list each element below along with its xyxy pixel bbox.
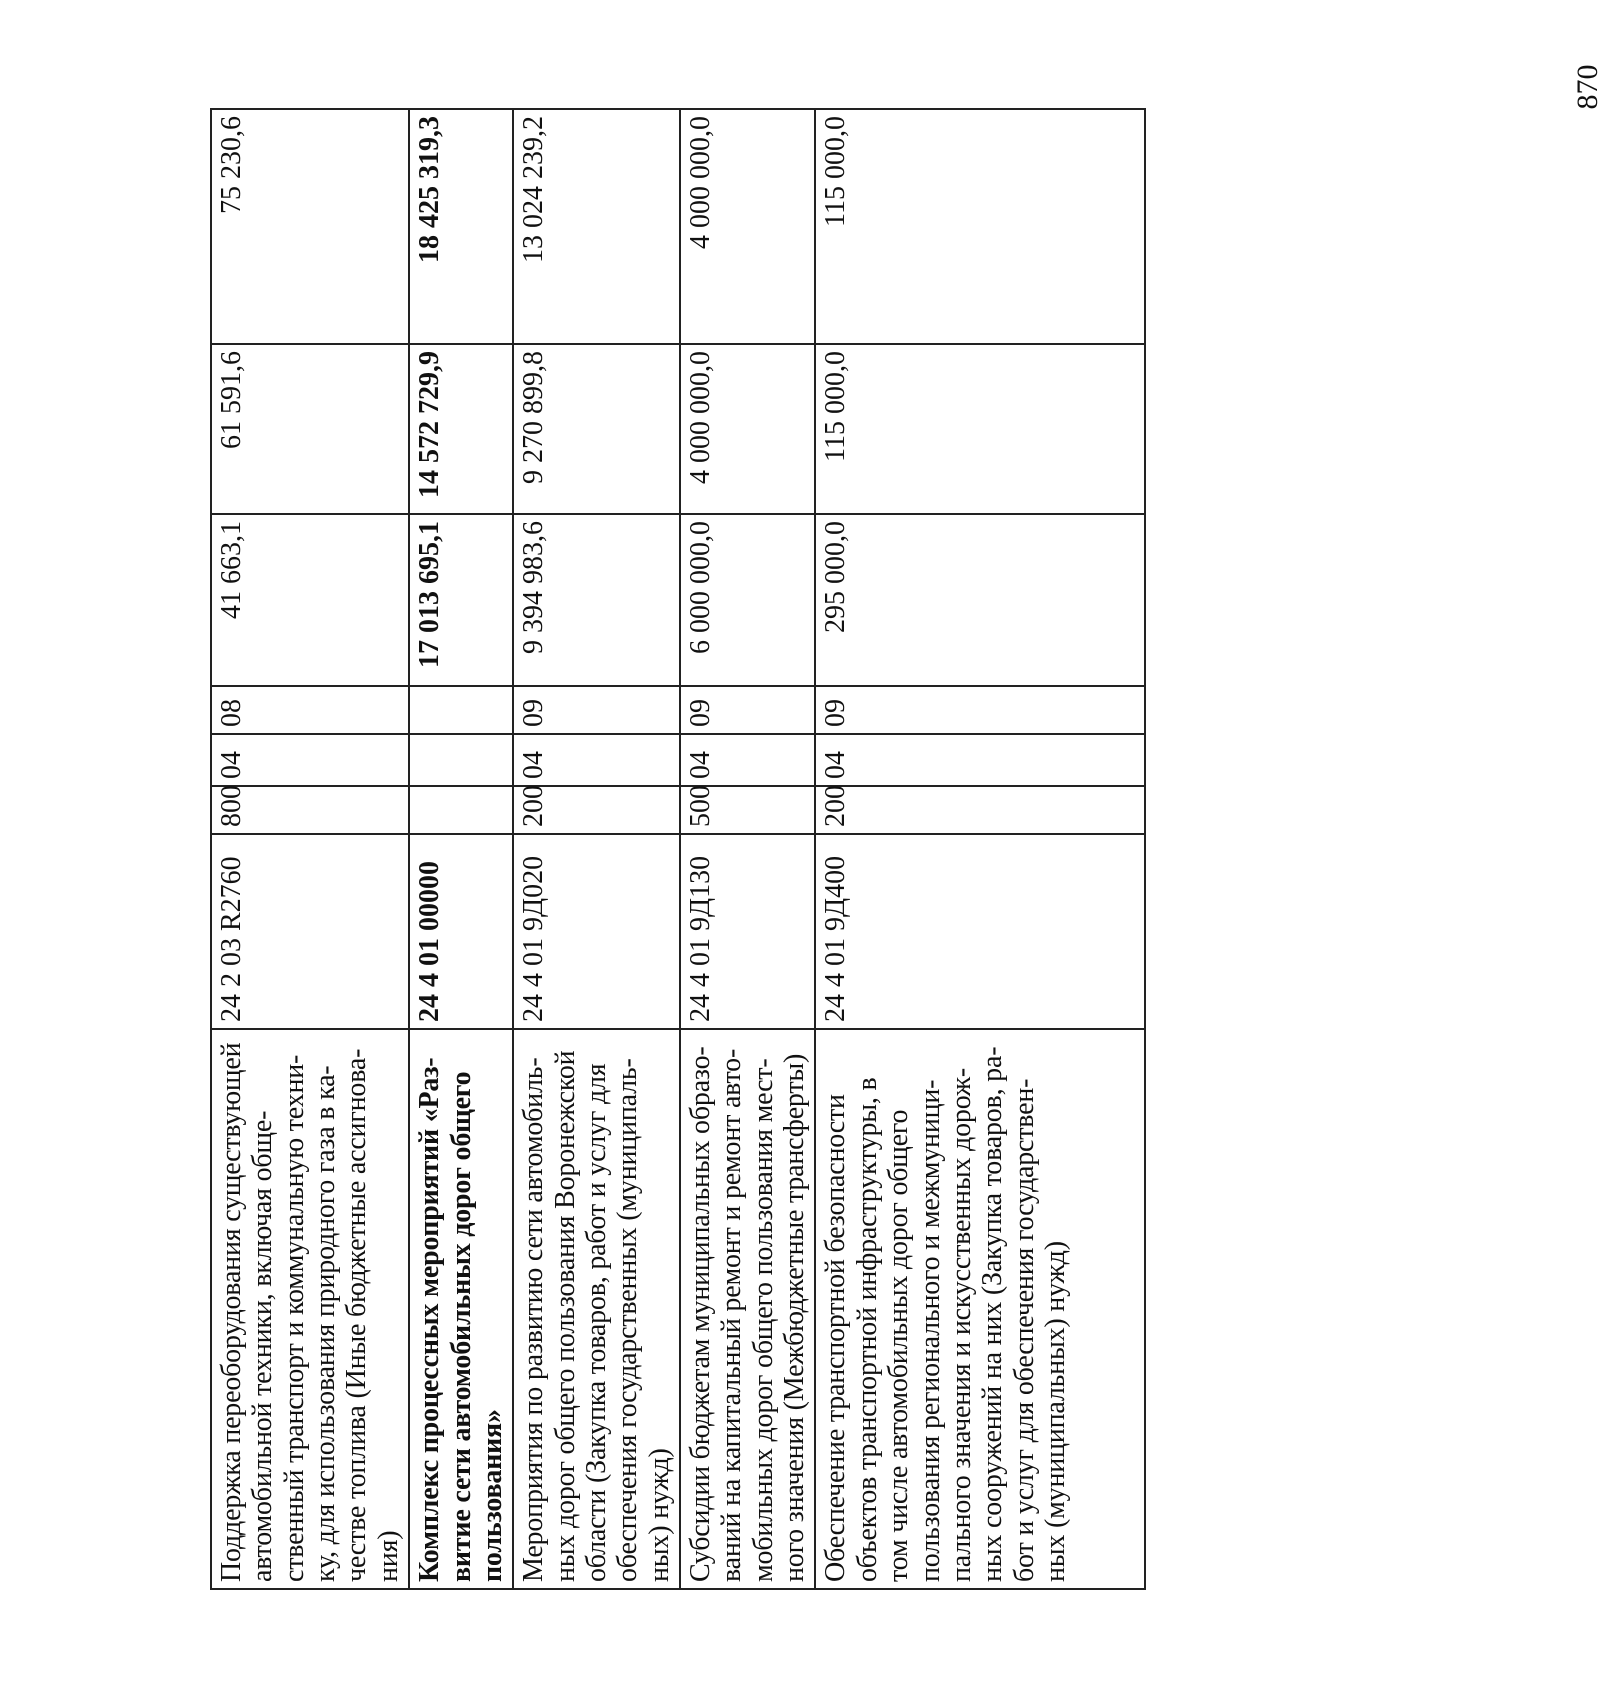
- row-pr: 09: [680, 686, 815, 734]
- row-pr: 09: [513, 686, 680, 734]
- row-code: 24 2 03 R2760: [211, 834, 409, 1029]
- row-vr: [409, 786, 513, 834]
- row-vr: 800: [211, 786, 409, 834]
- row-sum-2: 115 000,0: [815, 344, 1145, 514]
- row-sum-1: 6 000 000,0: [680, 514, 815, 686]
- row-vr: 200: [815, 786, 1145, 834]
- table-row: [409, 109, 513, 1589]
- row-pr: 08: [211, 686, 409, 734]
- row-code: 24 4 01 9Д130: [680, 834, 815, 1029]
- row-pr: 09: [815, 686, 1145, 734]
- table-row: [815, 109, 1145, 1589]
- row-sum-1: 295 000,0: [815, 514, 1145, 686]
- row-sum-2: 61 591,6: [211, 344, 409, 514]
- row-sum-2: 4 000 000,0: [680, 344, 815, 514]
- row-sum-3: 18 425 319,3: [409, 109, 513, 344]
- row-code: 24 4 01 9Д400: [815, 834, 1145, 1029]
- row-description: Поддержка переоборудования существующей автомобильной техники, включая обще- ственный транспорт и коммунальную техни- ку, для использования природного газа в ка- честве топлива (Иные бюджетные ассигнова- ния): [211, 1029, 409, 1589]
- row-vr: 500: [680, 786, 815, 834]
- row-description: Комплекс процессных мероприятий «Раз- витие сети автомобильных дорог общего пользования»: [409, 1029, 513, 1589]
- row-rz: 04: [513, 734, 680, 786]
- table-row: [513, 109, 680, 1589]
- table-row: [680, 109, 815, 1589]
- row-pr: [409, 686, 513, 734]
- row-sum-3: 75 230,6: [211, 109, 409, 344]
- row-sum-3: 13 024 239,2: [513, 109, 680, 344]
- row-sum-1: 9 394 983,6: [513, 514, 680, 686]
- rotated-table-container: [210, 110, 1095, 1590]
- row-rz: 04: [680, 734, 815, 786]
- row-code: 24 4 01 00000: [409, 834, 513, 1029]
- page-number: 870: [1571, 64, 1604, 110]
- row-sum-1: 41 663,1: [211, 514, 409, 686]
- row-sum-2: 9 270 899,8: [513, 344, 680, 514]
- row-rz: [409, 734, 513, 786]
- row-rz: 04: [815, 734, 1145, 786]
- row-code: 24 4 01 9Д020: [513, 834, 680, 1029]
- row-sum-3: 4 000 000,0: [680, 109, 815, 344]
- row-description: Субсидии бюджетам муниципальных образо- ваний на капитальный ремонт и ремонт авто- мобильных дорог общего пользования мест- ного значения (Межбюджетные трансферты): [680, 1029, 815, 1589]
- row-description: Обеспечение транспортной безопасности объектов транспортной инфраструктуры, в том числе автомобильных дорог общего пользования регионального и межмуници- пального значения и искусственных дорож- ных сооружений на них (Закупка товаров, ра- бот и услуг для обеспечения государствен- ных (муниципальных) нужд): [815, 1029, 1145, 1589]
- row-description: Мероприятия по развитию сети автомобиль- ных дорог общего пользования Воронежской области (Закупка товаров, работ и услуг для обеспечения государственных (муниципаль- ных) нужд): [513, 1029, 680, 1589]
- row-sum-2: 14 572 729,9: [409, 344, 513, 514]
- row-sum-1: 17 013 695,1: [409, 514, 513, 686]
- budget-table: [210, 108, 1146, 1590]
- row-sum-3: 115 000,0: [815, 109, 1145, 344]
- row-rz: 04: [211, 734, 409, 786]
- row-vr: 200: [513, 786, 680, 834]
- table-row: [211, 109, 409, 1589]
